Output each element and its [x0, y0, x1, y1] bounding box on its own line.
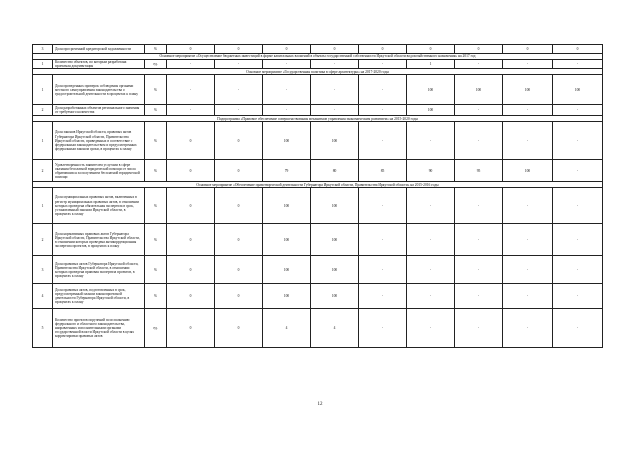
- table-row: [33, 309, 603, 348]
- value-cell: 80: [311, 160, 359, 182]
- value-cell: -: [503, 256, 553, 284]
- value-cell: -: [359, 309, 407, 348]
- row-number: 3: [33, 45, 53, 54]
- value-cell: 0: [311, 45, 359, 54]
- table-row: [33, 122, 603, 160]
- indicator-name: Количество проектов поручений по исполнению федерального и областного законодательства, направленных исполнительными органами государственной власти Иркутской области в целях корректировки правовых актов: [53, 309, 145, 348]
- unit-cell: %: [145, 188, 167, 224]
- value-cell: -: [167, 60, 215, 69]
- value-cell: 4: [263, 309, 311, 348]
- indicator-name: Доля правовых актов, подготовленных в срок, предусмотренный планом законопроектной деятельности Губернатора Иркутской области, в процентах к плану: [53, 284, 145, 309]
- unit-cell: %: [145, 224, 167, 256]
- value-cell: 0: [167, 256, 215, 284]
- section-title: Основное мероприятие «Государственная политика в сфере архитектуры» на 2017-2020 годы: [33, 69, 603, 75]
- indicator-name: Доля проведенных проверок соблюдения органами местного самоуправления законодательства о градостроительной деятельности в процентах к плану: [53, 75, 145, 105]
- value-cell: -: [215, 105, 263, 116]
- indicator-name: Доля законов Иркутской области, правовых актов Губернатора Иркутской области, Правительства Иркутской области, приведенных в соответствие с федеральным законодательством и предусмотренных федеральным законом сроки, в процентах к плану: [53, 122, 145, 160]
- table-row: [33, 60, 603, 69]
- value-cell: -: [553, 105, 603, 116]
- value-cell: 100: [263, 224, 311, 256]
- indicator-name: Доля нормативных правовых актов Губернатора Иркутской области, Правительства Иркутской области, в отношении которых проведена антикоррупционная экспертиза проектов, в процентах к плану: [53, 224, 145, 256]
- unit-cell: %: [145, 45, 167, 54]
- value-cell: 100: [311, 284, 359, 309]
- indicator-name: Количество объектов, по которым разработана проектная документация: [53, 60, 145, 69]
- value-cell: -: [215, 60, 263, 69]
- value-cell: 0: [167, 160, 215, 182]
- unit-cell: %: [145, 160, 167, 182]
- value-cell: -: [359, 224, 407, 256]
- table-row: [33, 45, 603, 54]
- value-cell: 0: [215, 188, 263, 224]
- value-cell: -: [455, 284, 503, 309]
- value-cell: -: [263, 105, 311, 116]
- value-cell: 0: [215, 284, 263, 309]
- value-cell: 100: [263, 122, 311, 160]
- unit-cell: %: [145, 105, 167, 116]
- unit-cell: %: [145, 122, 167, 160]
- value-cell: -: [503, 284, 553, 309]
- table-row: [33, 224, 603, 256]
- value-cell: -: [359, 256, 407, 284]
- value-cell: -: [167, 105, 215, 116]
- value-cell: -: [407, 256, 455, 284]
- value-cell: -: [359, 75, 407, 105]
- value-cell: -: [359, 105, 407, 116]
- value-cell: 100: [311, 122, 359, 160]
- value-cell: 100: [553, 75, 603, 105]
- value-cell: -: [407, 224, 455, 256]
- table-row: [33, 284, 603, 309]
- row-number: 2: [33, 160, 53, 182]
- value-cell: 0: [215, 122, 263, 160]
- value-cell: -: [553, 309, 603, 348]
- value-cell: -: [455, 122, 503, 160]
- value-cell: -: [553, 60, 603, 69]
- value-cell: 0: [167, 309, 215, 348]
- value-cell: 0: [167, 45, 215, 54]
- value-cell: -: [407, 188, 455, 224]
- row-number: 5: [33, 309, 53, 348]
- value-cell: 100: [455, 75, 503, 105]
- value-cell: -: [359, 188, 407, 224]
- value-cell: -: [553, 122, 603, 160]
- value-cell: -: [359, 284, 407, 309]
- table-row: [33, 75, 603, 105]
- row-number: 2: [33, 224, 53, 256]
- indicator-name: Доля просроченной кредиторской задолженности: [53, 45, 145, 54]
- value-cell: -: [503, 224, 553, 256]
- value-cell: -: [553, 188, 603, 224]
- value-cell: 0: [215, 45, 263, 54]
- value-cell: -: [407, 309, 455, 348]
- value-cell: -: [311, 105, 359, 116]
- value-cell: 0: [167, 224, 215, 256]
- value-cell: 0: [455, 45, 503, 54]
- value-cell: -: [455, 256, 503, 284]
- value-cell: -: [553, 256, 603, 284]
- value-cell: 90: [407, 160, 455, 182]
- value-cell: 100: [503, 160, 553, 182]
- row-number: 2: [33, 105, 53, 116]
- value-cell: -: [503, 309, 553, 348]
- value-cell: -: [311, 75, 359, 105]
- indicator-name: Доля муниципальных правовых актов, включенных в регистр муниципальных правовых актов, в отношении которых проведена обязательная экспертиза в срок, установленный законом Иркутской области, в процентах к плану: [53, 188, 145, 224]
- value-cell: -: [455, 224, 503, 256]
- value-cell: 100: [311, 256, 359, 284]
- value-cell: -: [455, 309, 503, 348]
- value-cell: 1: [407, 60, 455, 69]
- value-cell: -: [311, 60, 359, 69]
- table-row: [33, 160, 603, 182]
- value-cell: 85: [359, 160, 407, 182]
- value-cell: 0: [263, 45, 311, 54]
- value-cell: -: [503, 60, 553, 69]
- value-cell: 0: [215, 309, 263, 348]
- row-number: 4: [33, 284, 53, 309]
- value-cell: 0: [503, 45, 553, 54]
- value-cell: 100: [263, 188, 311, 224]
- value-cell: -: [215, 75, 263, 105]
- value-cell: -: [359, 122, 407, 160]
- indicator-name: Удовлетворенность заявителем услугами в сфере оказания бесплатной юридической помощи от числа обратившихся за получением бесплатной юридической помощи: [53, 160, 145, 182]
- value-cell: -: [503, 122, 553, 160]
- value-cell: 0: [215, 224, 263, 256]
- row-number: 1: [33, 122, 53, 160]
- table-row: [33, 256, 603, 284]
- row-number: 1: [33, 188, 53, 224]
- value-cell: 0: [167, 284, 215, 309]
- value-cell: -: [553, 160, 603, 182]
- value-cell: 0: [215, 256, 263, 284]
- value-cell: 100: [503, 75, 553, 105]
- value-cell: 95: [455, 160, 503, 182]
- value-cell: -: [263, 75, 311, 105]
- table-row: [33, 188, 603, 224]
- indicator-name: Доля разработанных объектов регионального значения от требуемого количества: [53, 105, 145, 116]
- page-number: 12: [317, 402, 323, 407]
- section-title: Подпрограмма «Правовое обеспечение совершенствования механизмов управления экономическим развитием» на 2015-2020 годы: [33, 116, 603, 122]
- section-title: Основное мероприятие «Обеспечение правотворческой деятельности Губернатора Иркутской области, Правительства Иркутской области» на 2015-2016 годы: [33, 182, 603, 188]
- row-number: 1: [33, 60, 53, 69]
- table-row: [33, 105, 603, 116]
- value-cell: -: [553, 224, 603, 256]
- value-cell: 0: [167, 122, 215, 160]
- unit-cell: %: [145, 284, 167, 309]
- value-cell: -: [407, 122, 455, 160]
- unit-cell: ед.: [145, 60, 167, 69]
- value-cell: 0: [359, 45, 407, 54]
- value-cell: -: [503, 105, 553, 116]
- value-cell: -: [503, 188, 553, 224]
- value-cell: 100: [407, 105, 455, 116]
- value-cell: -: [263, 60, 311, 69]
- value-cell: 4: [311, 309, 359, 348]
- value-cell: -: [553, 284, 603, 309]
- section-title: Основное мероприятие «Осуществление бюджетных инвестиций в форме капитальных вложений в объекты государственной собственности Иркутской области водохозяйственного назначения» на 2017 год: [33, 54, 603, 60]
- value-cell: -: [407, 284, 455, 309]
- row-number: 3: [33, 256, 53, 284]
- unit-cell: %: [145, 256, 167, 284]
- value-cell: 0: [215, 160, 263, 182]
- value-cell: 0: [553, 45, 603, 54]
- unit-cell: %: [145, 75, 167, 105]
- value-cell: 100: [407, 75, 455, 105]
- value-cell: -: [359, 60, 407, 69]
- indicator-name: Доля правовых актов Губернатора Иркутской области, Правительства Иркутской области, в отношении которых проведена правовая экспертиза проектов, в процентах к плану: [53, 256, 145, 284]
- value-cell: -: [167, 75, 215, 105]
- value-cell: 0: [167, 188, 215, 224]
- table-body: [33, 45, 603, 348]
- value-cell: -: [455, 188, 503, 224]
- row-number: 1: [33, 75, 53, 105]
- value-cell: 100: [311, 224, 359, 256]
- indicators-table: [32, 44, 603, 348]
- unit-cell: ед.: [145, 309, 167, 348]
- value-cell: -: [455, 60, 503, 69]
- value-cell: 0: [407, 45, 455, 54]
- value-cell: 100: [263, 284, 311, 309]
- value-cell: -: [455, 105, 503, 116]
- value-cell: 79: [263, 160, 311, 182]
- value-cell: 100: [263, 256, 311, 284]
- value-cell: 100: [311, 188, 359, 224]
